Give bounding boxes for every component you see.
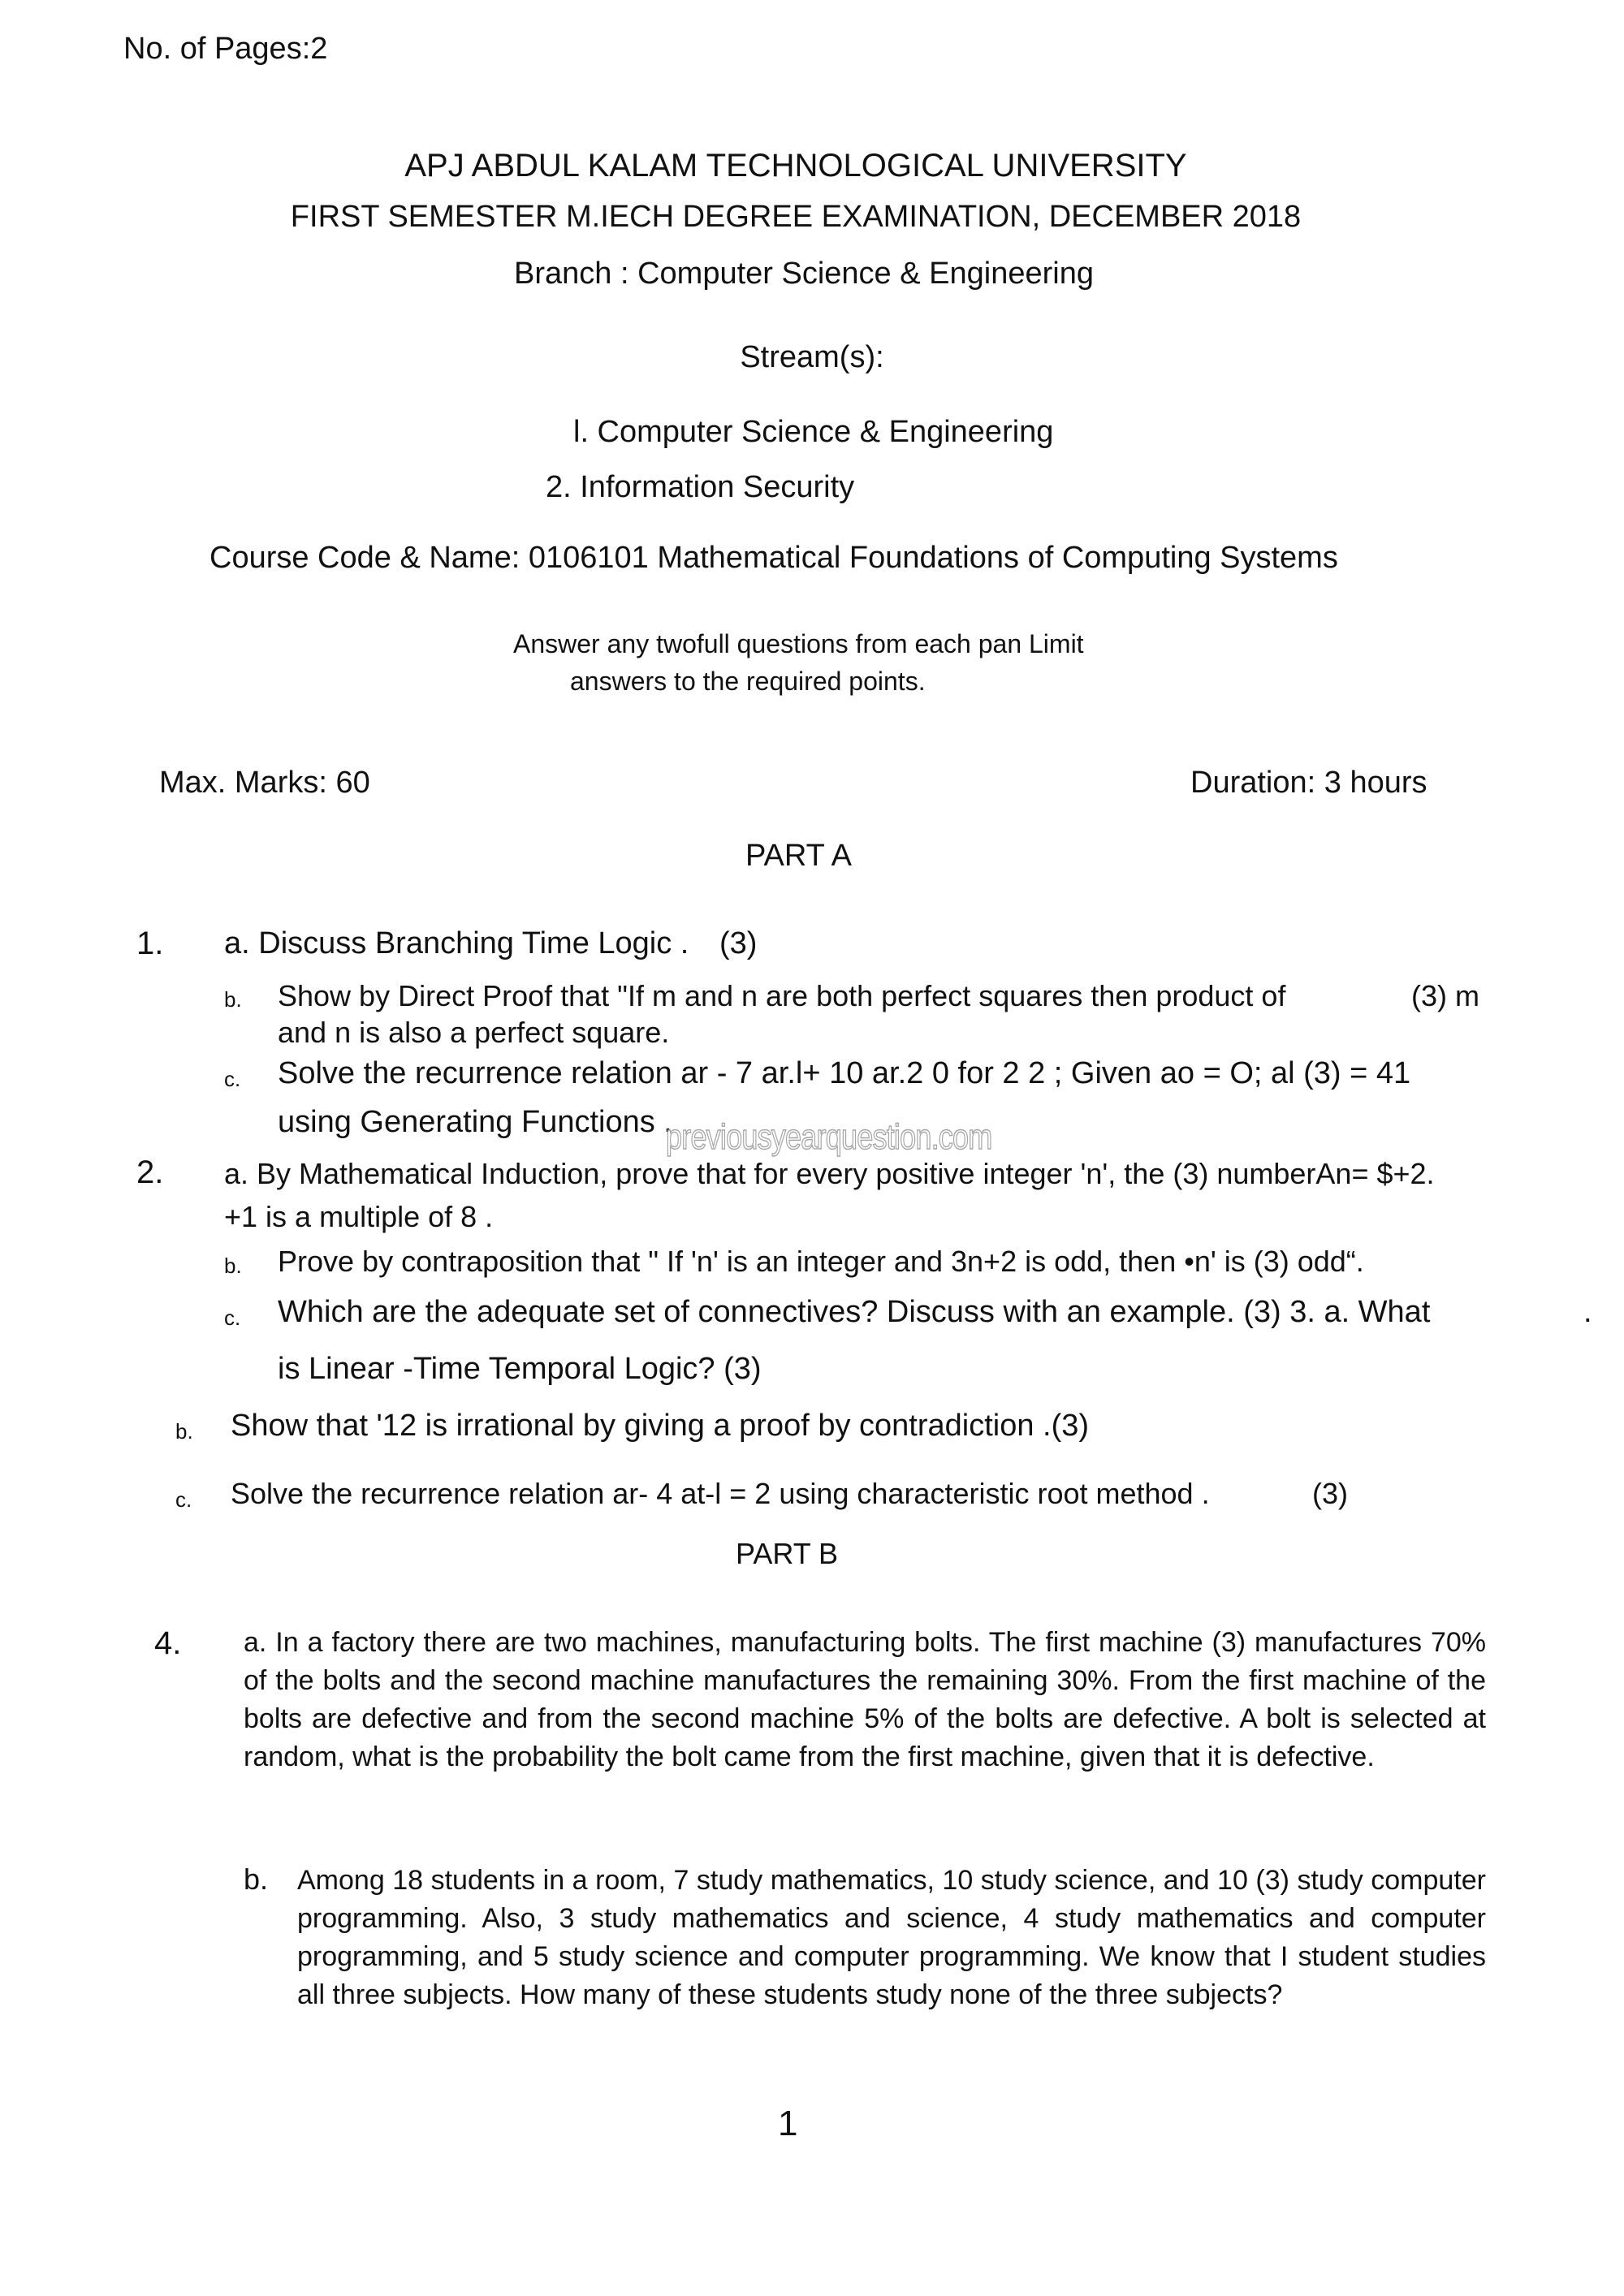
branch: Branch : Computer Science & Engineering bbox=[514, 257, 1094, 291]
stream-2: 2. Information Security bbox=[546, 470, 855, 504]
question-1c-label: c. bbox=[224, 1067, 241, 1091]
question-2a-line-1: a. By Mathematical Induction, prove that for every positive integer 'n', the (3) numberAn= $+2. bbox=[224, 1157, 1435, 1190]
question-4-number: 4. bbox=[154, 1625, 182, 1661]
max-marks: Max. Marks: 60 bbox=[159, 766, 370, 800]
university-title: APJ ABDUL KALAM TECHNOLOGICAL UNIVERSITY bbox=[404, 148, 1187, 183]
instructions-line-1: Answer any twofull questions from each pan Limit bbox=[513, 629, 1084, 658]
question-1b-line-1: Show by Direct Proof that "If m and n are both perfect squares then product of bbox=[278, 979, 1286, 1012]
page-count: No. of Pages:2 bbox=[123, 32, 328, 66]
question-1b-label: b. bbox=[224, 987, 242, 1012]
question-2-number: 2. bbox=[136, 1154, 164, 1190]
question-3b-label: b. bbox=[175, 1419, 193, 1444]
question-1-number: 1. bbox=[136, 926, 164, 961]
question-3c-label: c. bbox=[175, 1487, 192, 1512]
part-b-heading: PART B bbox=[736, 1537, 839, 1570]
question-4b: Among 18 students in a room, 7 study mathematics, 10 study science, and 10 (3) study computer programming. Also, 3 study mathematics and science, 4 study mathematics and computer programming, and 5 study science and computer programming. We know that I student studies all three subjects. How many of these students study none of the three subjects? bbox=[297, 1865, 1486, 2010]
course-code-name: Course Code & Name: 0106101 Mathematical Foundations of Computing Systems bbox=[209, 541, 1338, 575]
question-1b-line-2: and n is also a perfect square. bbox=[278, 1016, 670, 1049]
question-4a: a. In a factory there are two machines, manufacturing bolts. The first machine (3) manufactures 70% of the bolts and the second machine manufactures the remaining 30%. From the first machine of the bolts are defective and from the second machine 5% of the bolts are defective. A bolt is selected at random, what is the probability the bolt came from the first machine, given that it is defective. bbox=[244, 1627, 1486, 1772]
question-1a: a. Discuss Branching Time Logic . bbox=[224, 926, 689, 960]
question-2c-line-1: Which are the adequate set of connectives? Discuss with an example. (3) 3. a. What bbox=[278, 1295, 1431, 1329]
question-4b-label: b. bbox=[244, 1862, 269, 1896]
exam-title: FIRST SEMESTER M.IECH DEGREE EXAMINATION, DECEMBER 2018 bbox=[290, 200, 1302, 234]
question-2c-line-2: is Linear -Time Temporal Logic? (3) bbox=[278, 1352, 762, 1386]
question-1c-line-2: using Generating Functions . bbox=[278, 1105, 672, 1139]
question-2c-label: c. bbox=[224, 1306, 241, 1330]
question-1a-marks: (3) bbox=[719, 926, 758, 960]
stream-title: Stream(s): bbox=[740, 340, 884, 374]
duration: Duration: 3 hours bbox=[1190, 766, 1427, 800]
question-1b-marks: (3) m bbox=[1411, 979, 1479, 1012]
instructions-line-2: answers to the required points. bbox=[570, 667, 926, 696]
part-a-heading: PART A bbox=[745, 839, 852, 873]
question-3b: Show that '12 is irrational by giving a proof by contradiction .(3) bbox=[231, 1409, 1090, 1443]
question-3c: Solve the recurrence relation ar- 4 at-l = 2 using characteristic root method . bbox=[231, 1477, 1210, 1510]
question-2a-line-2: +1 is a multiple of 8 . bbox=[224, 1200, 494, 1233]
question-2b-label: b. bbox=[224, 1254, 242, 1278]
question-3c-marks: (3) bbox=[1312, 1477, 1348, 1510]
page-number: 1 bbox=[778, 2104, 798, 2143]
question-2c-dot: . bbox=[1583, 1295, 1592, 1329]
watermark: previousyearquestion.com bbox=[666, 1117, 992, 1157]
question-2b: Prove by contraposition that " If 'n' is an integer and 3n+2 is odd, then •n' is (3) odd“. bbox=[278, 1245, 1364, 1278]
question-1c-line-1: Solve the recurrence relation ar - 7 ar.l+ 10 ar.2 0 for 2 2 ; Given ao = O; al (3) = 41 bbox=[278, 1056, 1411, 1090]
stream-1: l. Computer Science & Engineering bbox=[573, 415, 1054, 449]
